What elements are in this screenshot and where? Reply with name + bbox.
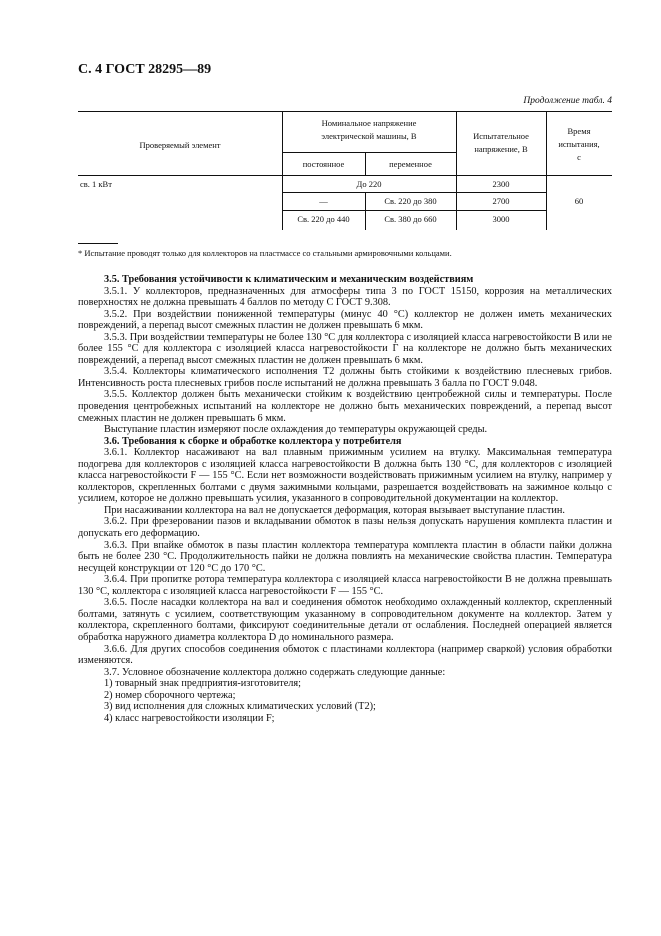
- col-header-time-line1: Время: [567, 126, 591, 136]
- paragraph-3-6-2: 3.6.2. При фрезеровании пазов и вкладывании обмоток в пазы нельзя допускать нарушения комплекта пластин и допускать его деформацию.: [78, 516, 612, 540]
- table-header-bottom-rule: [78, 175, 612, 176]
- row3-test-voltage: 3000: [492, 214, 510, 224]
- row1-voltage-merged: До 220: [356, 179, 382, 189]
- paragraph-3-5-5: 3.5.5. Коллектор должен быть механически стойким к воздействию центробежной силы и температуры. После проведения центробежных испытаний на коллекторе не должно быть механических повреждений, а перепад высот смежных пластин не должен превышать 6 мкм.: [78, 389, 612, 424]
- paragraph-mounting: При насаживании коллектора на вал не допускается деформация, которая вызывает выступание пластин.: [104, 504, 565, 516]
- body-text: [78, 274, 612, 724]
- table-top-rule: [78, 111, 612, 112]
- paragraph-3-5-1: 3.5.1. У коллекторов, предназначенных для атмосферы типа 3 по ГОСТ 15150, коррозия на металлических поверхностях не должна превышать 4 баллов по методу С ГОСТ 9.308.: [78, 285, 612, 309]
- table-col-rule: [456, 111, 457, 230]
- table-continuation-label: Продолжение табл. 4: [523, 96, 612, 106]
- row1-test-voltage: 2300: [492, 179, 510, 189]
- table-col-rule: [282, 111, 283, 230]
- col-header-dc: постоянное: [302, 159, 345, 169]
- col-header-time-line3: с: [577, 152, 581, 162]
- page-header: С. 4 ГОСТ 28295—89: [78, 62, 212, 77]
- col-header-voltage-line2: электрической машины, В: [321, 131, 417, 141]
- paragraph-protrusion: Выступание пластин измеряют после охлаждения до температуры окружающей среды.: [104, 424, 488, 436]
- col-header-time-line2: испытания,: [558, 139, 600, 149]
- row-element: св. 1 кВт: [80, 179, 112, 189]
- row2-dc: —: [319, 196, 328, 206]
- table-row1-rule: [282, 192, 546, 193]
- col-header-test-line1: Испытательное: [473, 131, 529, 141]
- row-test-time: 60: [574, 196, 584, 206]
- list-item: 3) вид исполнения для сложных климатических условий (Т2);: [104, 701, 376, 713]
- paragraph-3-5-4: 3.5.4. Коллекторы климатического исполнения Т2 должны быть стойкими к воздействию плесневых грибов. Интенсивность роста плесневых грибов после испытаний не должна превышать 3 балла по ГОСТ 9.048.: [78, 366, 612, 389]
- row3-ac: Св. 380 до 660: [384, 214, 437, 224]
- paragraph-3-6-4: 3.6.4. При пропитке ротора температура коллектора с изоляцией класса нагревостойкости В не должна превышать 130 °С, коллектора с изоляцией класса нагревостойкости F — 155 °С.: [78, 574, 612, 597]
- paragraph-3-5-2: 3.5.2. При воздействии пониженной температуры (минус 40 °С) коллектор не должен иметь механических повреждений, а перепад высот смежных пластин не должен превышать 6 мкм.: [78, 308, 612, 332]
- list-item: 1) товарный знак предприятия-изготовителя;: [104, 678, 302, 690]
- section-heading-3-5: 3.5. Требования устойчивости к климатическим и механическим воздействиям: [104, 274, 474, 285]
- table-row2-rule: [282, 210, 546, 211]
- table-footnote: * Испытание проводят только для коллекторов на пластмассе со стальными армировочными кольцами.: [78, 248, 452, 258]
- section-heading-3-6: 3.6. Требования к сборке и обработке коллектора у потребителя: [104, 435, 402, 447]
- col-header-element: Проверяемый элемент: [139, 140, 221, 150]
- list-item: 4) класс нагревостойкости изоляции F;: [104, 712, 275, 724]
- col-header-ac: переменное: [389, 159, 432, 169]
- paragraph-3-5-3: 3.5.3. При воздействии температуры не более 130 °С для коллектора с изоляцией класса нагревостойкости В или не более 155 °С для коллектора с изоляцией класса нагревостойкости Г на коллекторе не должно быть механических повреждений, а перепад высот смежных пластин не должен превышать 6 мкм.: [78, 331, 612, 366]
- row2-test-voltage: 2700: [492, 196, 510, 206]
- row2-ac: Св. 220 до 380: [384, 196, 437, 206]
- paragraph-3-7: 3.7. Условное обозначение коллектора должно содержать следующие данные:: [104, 666, 446, 678]
- table-subheader-rule: [282, 152, 456, 153]
- row3-dc: Св. 220 до 440: [297, 214, 350, 224]
- col-header-voltage-line1: Номинальное напряжение: [321, 118, 417, 128]
- paragraph-3-6-5: 3.6.5. После насадки коллектора на вал и соединения обмоток необходимо охлажденный коллектор, скрепленный болтами, затянуть с усилием, соответствующим указанному в сопроводительном документе на коллектор. Затем у коллектора, скрепленного болтами, фиксируют соединительные детали от ослабления. Последней операцией является обработка наружного диаметра коллектора D до номинального размера.: [78, 597, 612, 643]
- footnote-rule: [78, 243, 118, 244]
- paragraph-3-6-3: 3.6.3. При впайке обмоток в пазы пластин коллектора температура комплекта пластин в области пайки должна быть не более 230 °С. Продолжительность пайки не должна повлиять на механические свойства пластин. Температура несущей конструкции от 120 °С до 170 °С.: [78, 539, 612, 574]
- paragraph-3-6-6: 3.6.6. Для других способов соединения обмоток с пластинами коллектора (например сваркой) условия обработки изменяются.: [78, 643, 612, 667]
- paragraph-3-6-1: 3.6.1. Коллектор насаживают на вал плавным прижимным усилием на втулку. Максимальная температура подогрева для коллекторов с изоляцией класса нагревостойкости В должна быть 130 °С, для коллекторов с изоляцией класса нагревостойкости F — 155 °С. Если нет возможности воздействовать прижимным усилием на втулку, например у коллекторов, скрепленных болтами с двумя зажимными кольцами, разрешается воздействовать на зажимное кольцо с усилием, которое не должно превышать усилия, указанного в сопроводительной документации на коллектор.: [78, 447, 612, 505]
- list-item: 2) номер сборочного чертежа;: [104, 689, 236, 701]
- col-header-test-line2: напряжение, В: [474, 144, 528, 154]
